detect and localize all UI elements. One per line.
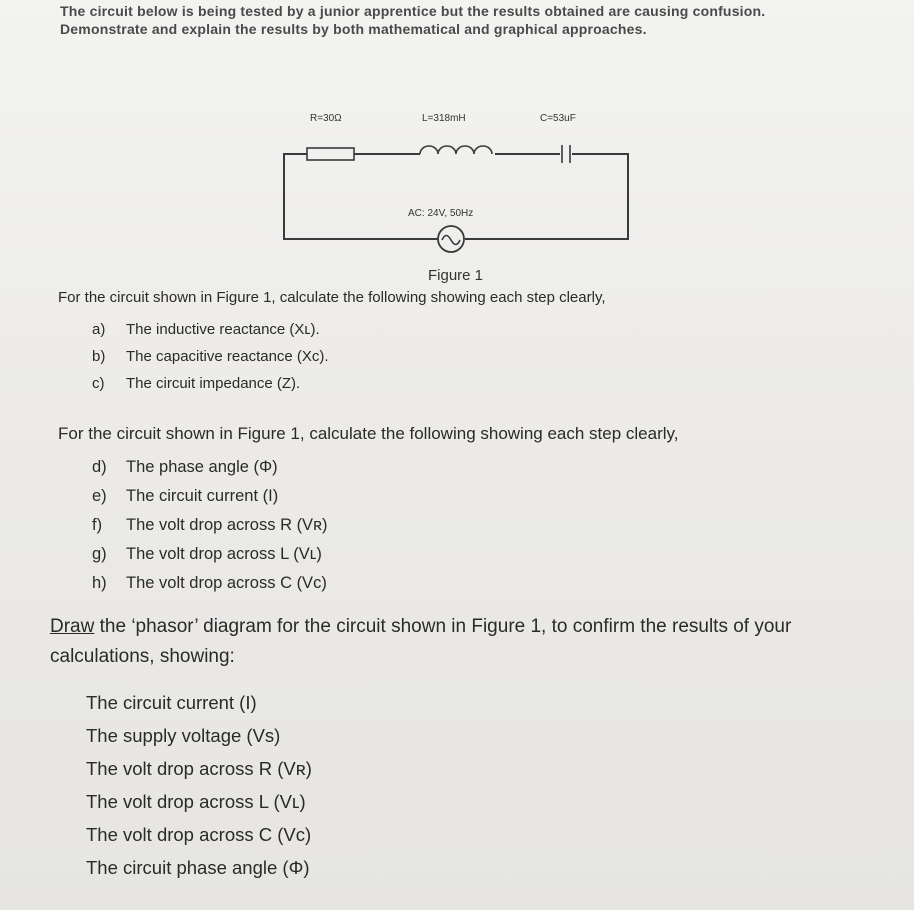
section2-list xyxy=(92,454,328,599)
ac-source-symbol xyxy=(438,226,464,252)
item-marker: c) xyxy=(92,375,105,392)
figure-caption: Figure 1 xyxy=(428,267,484,284)
list-item xyxy=(92,541,328,570)
list-item: The volt drop across C (Vc) xyxy=(86,824,312,845)
inductor-label: L=318mH xyxy=(422,113,466,124)
list-item: The supply voltage (Vs) xyxy=(86,725,281,746)
list-item: The volt drop across R (Vʀ) xyxy=(86,758,312,779)
list-item xyxy=(92,454,328,483)
capacitor-label: C=53uF xyxy=(540,113,576,124)
item-text: The phase angle (Φ) xyxy=(126,458,278,476)
item-marker: d) xyxy=(92,458,107,476)
section1-list xyxy=(92,318,329,399)
item-text: The volt drop across L (Vʟ) xyxy=(126,545,322,563)
resistor-label: R=30Ω xyxy=(310,113,342,124)
circuit-diagram-figure-1 xyxy=(270,105,650,265)
capacitor-symbol xyxy=(562,145,570,163)
item-marker: f) xyxy=(92,516,103,534)
item-text: The inductive reactance (Xʟ). xyxy=(126,321,320,338)
item-text: The volt drop across C (Vc) xyxy=(126,574,327,592)
intro-paragraph: The circuit below is being tested by a junior apprentice but the results obtained are causing confusion. Demonstrate and explain the results by both mathematical and graphical approaches. xyxy=(60,3,766,37)
list-item xyxy=(92,483,328,512)
list-item: The circuit current (I) xyxy=(86,692,257,713)
list-item: The circuit phase angle (Φ) xyxy=(86,857,310,878)
list-item xyxy=(92,318,329,345)
section1-title: For the circuit shown in Figure 1, calculate the following showing each step clearly, xyxy=(58,289,606,306)
list-item: The volt drop across L (Vʟ) xyxy=(86,791,306,812)
item-marker: a) xyxy=(92,321,106,338)
item-text: The circuit current (I) xyxy=(126,487,279,505)
source-label: AC: 24V, 50Hz xyxy=(408,208,474,219)
list-item xyxy=(92,570,328,599)
item-text: The circuit impedance (Z). xyxy=(126,375,301,392)
section3-title-rest: the ‘phasor’ diagram for the circuit shown in Figure 1, to confirm the results of your calculations, showing: xyxy=(50,616,792,667)
item-marker: e) xyxy=(92,487,107,505)
item-text: The volt drop across R (Vʀ) xyxy=(126,516,328,534)
resistor-symbol xyxy=(307,148,354,160)
section3-list xyxy=(86,688,312,886)
section2-title: For the circuit shown in Figure 1, calculate the following showing each step clearly, xyxy=(58,424,679,443)
list-item xyxy=(92,372,329,399)
list-item xyxy=(92,512,328,541)
item-marker: h) xyxy=(92,574,107,592)
inductor-symbol xyxy=(420,146,492,154)
section3-title xyxy=(50,612,900,672)
draw-word: Draw xyxy=(50,616,95,637)
item-marker: g) xyxy=(92,545,107,563)
item-text: The capacitive reactance (Xc). xyxy=(126,348,329,365)
list-item xyxy=(92,345,329,372)
item-marker: b) xyxy=(92,348,106,365)
